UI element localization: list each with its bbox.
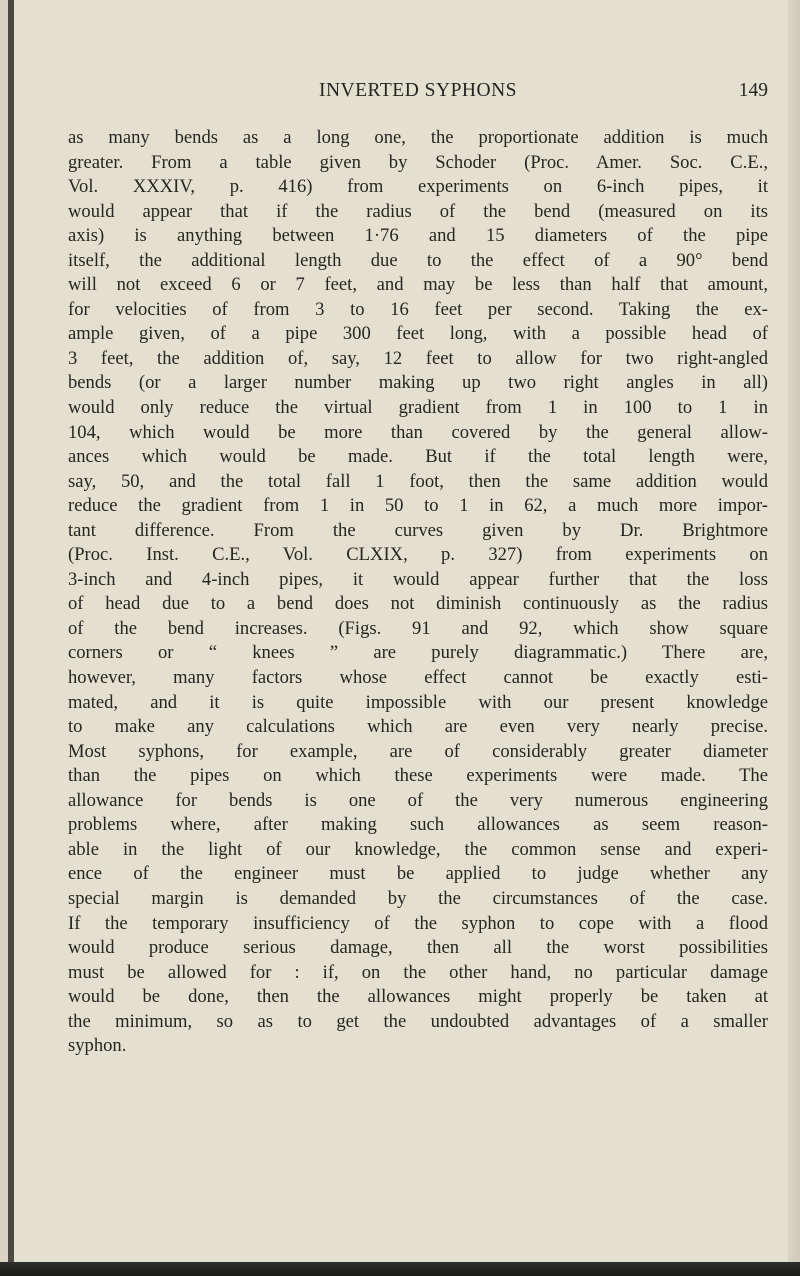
body-paragraph — [68, 126, 768, 1059]
text-line: ample given, of a pipe 300 feet long, with a possible head of — [68, 323, 768, 345]
page-number: 149 — [738, 80, 768, 101]
text-line: bends (or a larger number making up two right angles in all) — [68, 372, 768, 394]
text-line: corners or “ knees ” are purely diagrammatic.) There are, — [68, 642, 768, 664]
text-line: syphon. — [68, 1035, 127, 1057]
text-line: would appear that if the radius of the bend (measured on its — [68, 200, 768, 222]
page-edge-bottom — [0, 1262, 800, 1276]
running-title: INVERTED SYPHONS — [318, 80, 518, 101]
text-line: however, many factors whose effect cannot be exactly esti- — [68, 667, 768, 689]
text-line: If the temporary insufficiency of the syphon to cope with a flood — [68, 912, 768, 934]
page-edge-right — [788, 0, 800, 1276]
text-line: axis) is anything between 1·76 and 15 diameters of the pipe — [68, 225, 768, 247]
text-line: able in the light of our knowledge, the common sense and experi- — [68, 838, 768, 860]
text-line: would produce serious damage, then all the worst possibilities — [68, 937, 768, 959]
text-line: ances which would be made. But if the total length were, — [68, 446, 768, 468]
text-line: of head due to a bend does not diminish continuously as the radius — [68, 593, 768, 615]
text-line: as many bends as a long one, the proportionate addition is much — [68, 127, 768, 148]
text-line: to make any calculations which are even very nearly precise. — [68, 716, 768, 738]
text-line: than the pipes on which these experiments were made. The — [68, 765, 768, 787]
text-line: mated, and it is quite impossible with our present knowledge — [68, 691, 768, 713]
text-line: problems where, after making such allowances as seem reason- — [68, 814, 768, 836]
text-line: the minimum, so as to get the undoubted advantages of a smaller — [68, 1010, 768, 1032]
text-line: itself, the additional length due to the effect of a 90° bend — [68, 249, 768, 271]
text-line: tant difference. From the curves given by Dr. Brightmore — [68, 519, 768, 541]
text-line: 3 feet, the addition of, say, 12 feet to allow for two right-angled — [68, 347, 768, 369]
text-line: reduce the gradient from 1 in 50 to 1 in 62, a much more impor- — [68, 495, 768, 517]
text-line: say, 50, and the total fall 1 foot, then the same addition would — [68, 470, 768, 492]
text-line: special margin is demanded by the circumstances of the case. — [68, 887, 768, 909]
text-line: of the bend increases. (Figs. 91 and 92, which show square — [68, 617, 768, 639]
text-line: (Proc. Inst. C.E., Vol. CLXIX, p. 327) from experiments on — [68, 544, 768, 566]
text-line: ence of the engineer must be applied to judge whether any — [68, 863, 768, 885]
text-line: must be allowed for : if, on the other hand, no particular damage — [68, 961, 768, 983]
book-page — [8, 0, 792, 1262]
page-header — [68, 80, 768, 108]
text-line: would be done, then the allowances might properly be taken at — [68, 986, 768, 1008]
text-line: 104, which would be more than covered by the general allow- — [68, 421, 768, 443]
text-line: greater. From a table given by Schoder (Proc. Amer. Soc. C.E., — [68, 151, 768, 173]
text-line: would only reduce the virtual gradient from 1 in 100 to 1 in — [68, 397, 768, 419]
text-line: will not exceed 6 or 7 feet, and may be less than half that amount, — [68, 274, 768, 296]
text-line: Most syphons, for example, are of considerably greater diameter — [68, 740, 768, 762]
text-line: for velocities of from 3 to 16 feet per second. Taking the ex- — [68, 298, 768, 320]
text-line: Vol. XXXIV, p. 416) from experiments on 6-inch pipes, it — [68, 176, 768, 198]
text-line: 3-inch and 4-inch pipes, it would appear further that the loss — [68, 568, 768, 590]
text-line: allowance for bends is one of the very numerous engineering — [68, 789, 768, 811]
